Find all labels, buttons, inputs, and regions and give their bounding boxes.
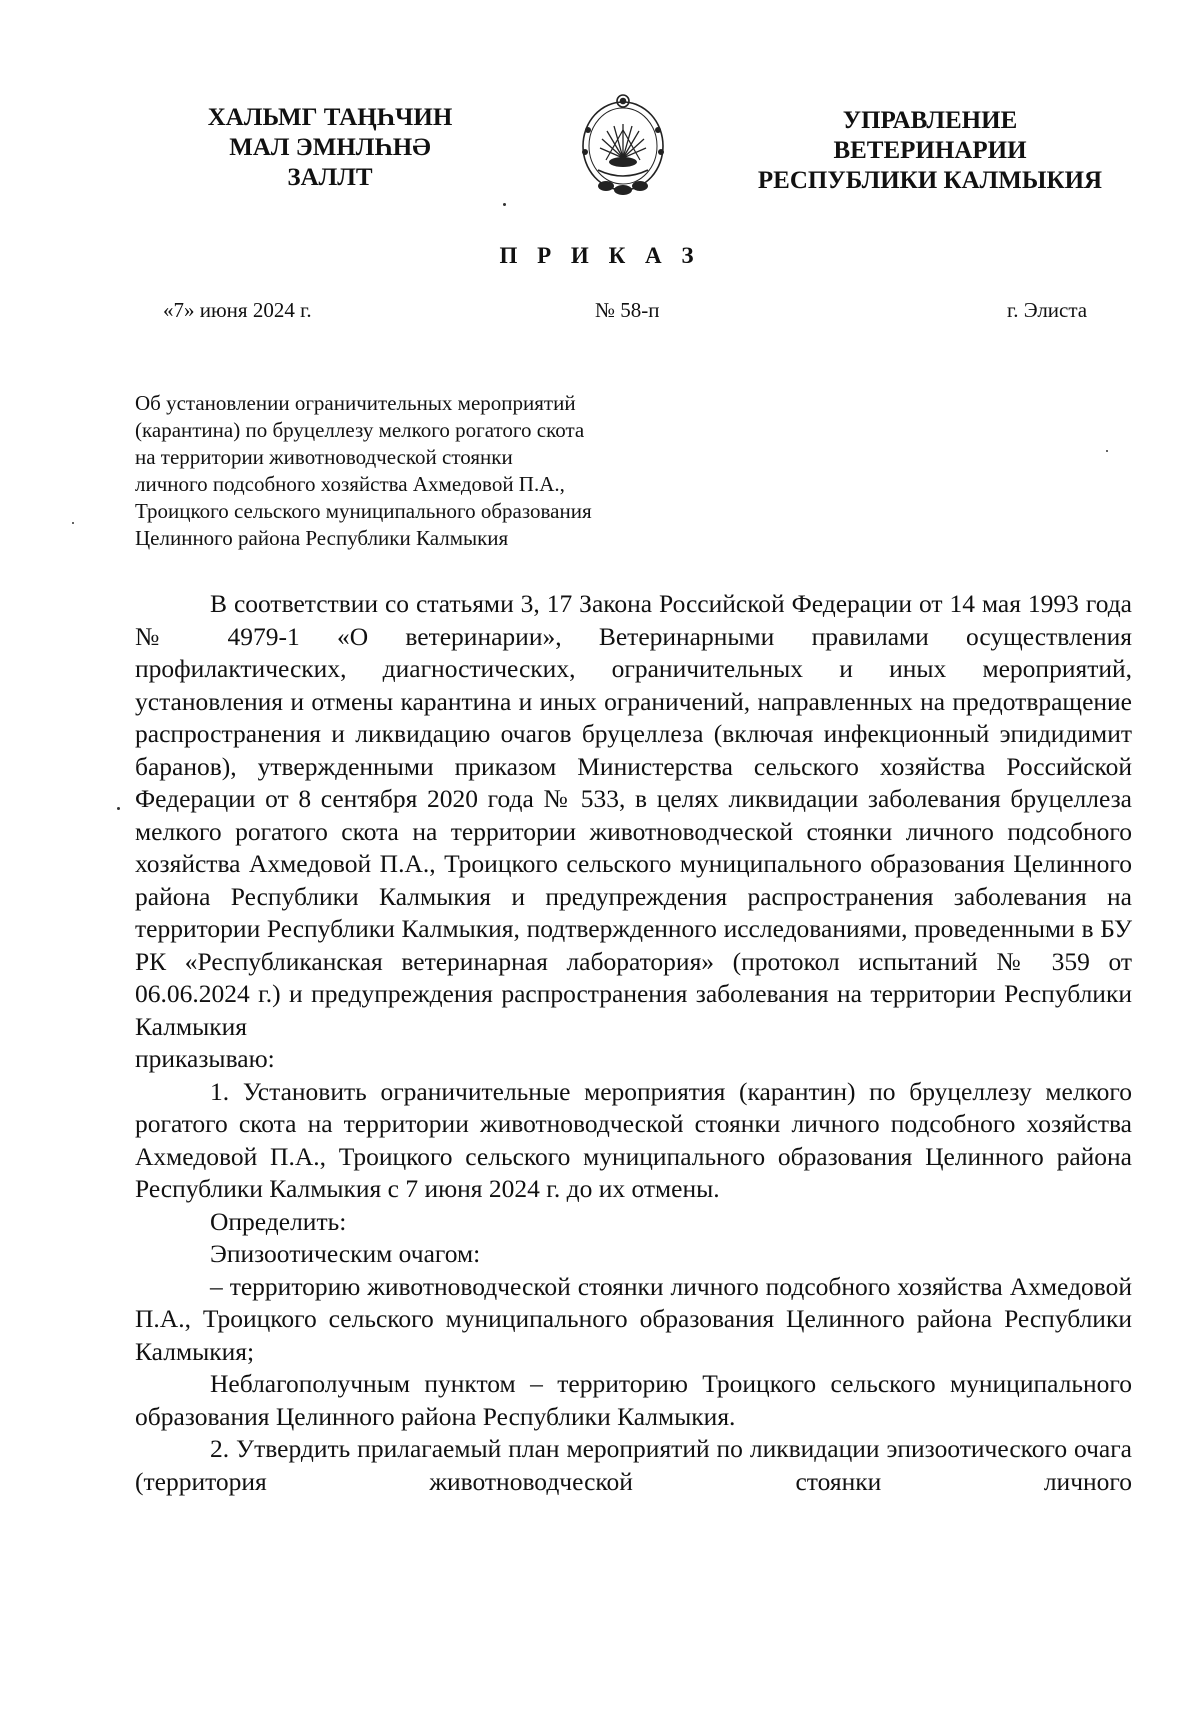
scan-speck bbox=[503, 203, 506, 206]
preamble-paragraph: В соответствии со статьями 3, 17 Закона Российской Федерации от 14 мая 1993 года № 4979-1 «О ветеринарии», Ветеринарными правилами осуществления профилактических, диагностических, ограничительных и иных мероприятий, установления и отмены карантина и иных ограничений, направленных на предотвращение распространения и ликвидацию очагов бруцеллеза (включая инфекционный эпидидимит баранов), утвержденными приказом Министерства сельского хозяйства Российской Федерации от 8 сентября 2020 года № 533, в целях ликвидации заболевания бруцеллеза мелкого рогатого скота на территории животноводческой стоянки личного подсобного хозяйства Ахмедовой П.А., Троицкого сельского муниципального образования Целинного района Республики Калмыкия и предупреждения распространения заболевания на территории Республики Калмыкия, подтвержденного исследованиями, проведенными в БУ РК «Республиканская ветеринарная лаборатория» (протокол испытаний № 359 от 06.06.2024 г.) и предупреждения распространения заболевания на территории Республики Калмыкия bbox=[135, 589, 1132, 1041]
determine-label: Определить: bbox=[210, 1206, 347, 1236]
point-paragraph: Неблагополучным пунктом – территорию Троицкого сельского муниципального образования Целинного района Республики Калмыкия. bbox=[135, 1369, 1132, 1431]
item-1-paragraph: 1. Установить ограничительные мероприятия (карантин) по бруцеллезу мелкого рогатого скота на территории животноводческой стоянки личного подсобного хозяйства Ахмедовой П.А., Троицкого сельского муниципального образования Целинного района Республики Калмыкия с 7 июня 2024 г. до их отмены. bbox=[135, 1076, 1132, 1203]
header-left-kalmyk bbox=[180, 103, 480, 193]
order-date: «7» июня 2024 г. bbox=[163, 298, 312, 322]
header-right-line-3: РЕСПУБЛИКИ КАЛМЫКИЯ bbox=[757, 167, 1103, 194]
subject-line: (карантина) по бруцеллезу мелкого рогатого скота bbox=[135, 418, 585, 442]
header-left-line-1: ХАЛЬМГ ТАҢҺЧИН bbox=[207, 104, 453, 131]
header-left-line-2: МАЛ ЭМНЛҺНӘ bbox=[229, 134, 431, 161]
document-title: П Р И К А З bbox=[499, 243, 701, 268]
order-body bbox=[135, 588, 1132, 1498]
order-word: приказываю: bbox=[135, 1044, 275, 1073]
coat-of-arms-icon bbox=[576, 90, 670, 200]
header-right-russian bbox=[740, 106, 1120, 196]
item-2-paragraph: 2. Утвердить прилагаемый план мероприятий по ликвидации эпизоотического очага (территория животноводческой стоянки личного bbox=[135, 1434, 1132, 1496]
scan-speck bbox=[117, 807, 120, 810]
header-left-line-3: ЗАЛЛТ bbox=[287, 164, 373, 191]
subject-line: Троицкого сельского муниципального образования bbox=[135, 499, 592, 523]
focus-label: Эпизоотическим очагом: bbox=[210, 1239, 481, 1268]
subject-line: на территории животноводческой стоянки bbox=[135, 445, 513, 469]
focus-paragraph: – территорию животноводческой стоянки личного подсобного хозяйства Ахмедовой П.А., Троицкого сельского муниципального образования Целинного района Республики Калмыкия; bbox=[135, 1271, 1132, 1366]
header-right-line-2: ВЕТЕРИНАРИИ bbox=[833, 137, 1027, 164]
order-city: г. Элиста bbox=[1007, 298, 1088, 322]
order-number: № 58-п bbox=[595, 298, 660, 322]
scan-speck bbox=[1106, 450, 1108, 452]
scan-speck bbox=[72, 522, 74, 524]
subject-line: личного подсобного хозяйства Ахмедовой П.А., bbox=[135, 472, 565, 496]
header-right-line-1: УПРАВЛЕНИЕ bbox=[842, 107, 1018, 134]
order-subject bbox=[135, 390, 735, 552]
subject-line: Целинного района Республики Калмыкия bbox=[135, 526, 509, 550]
subject-line: Об установлении ограничительных мероприятий bbox=[135, 391, 576, 415]
